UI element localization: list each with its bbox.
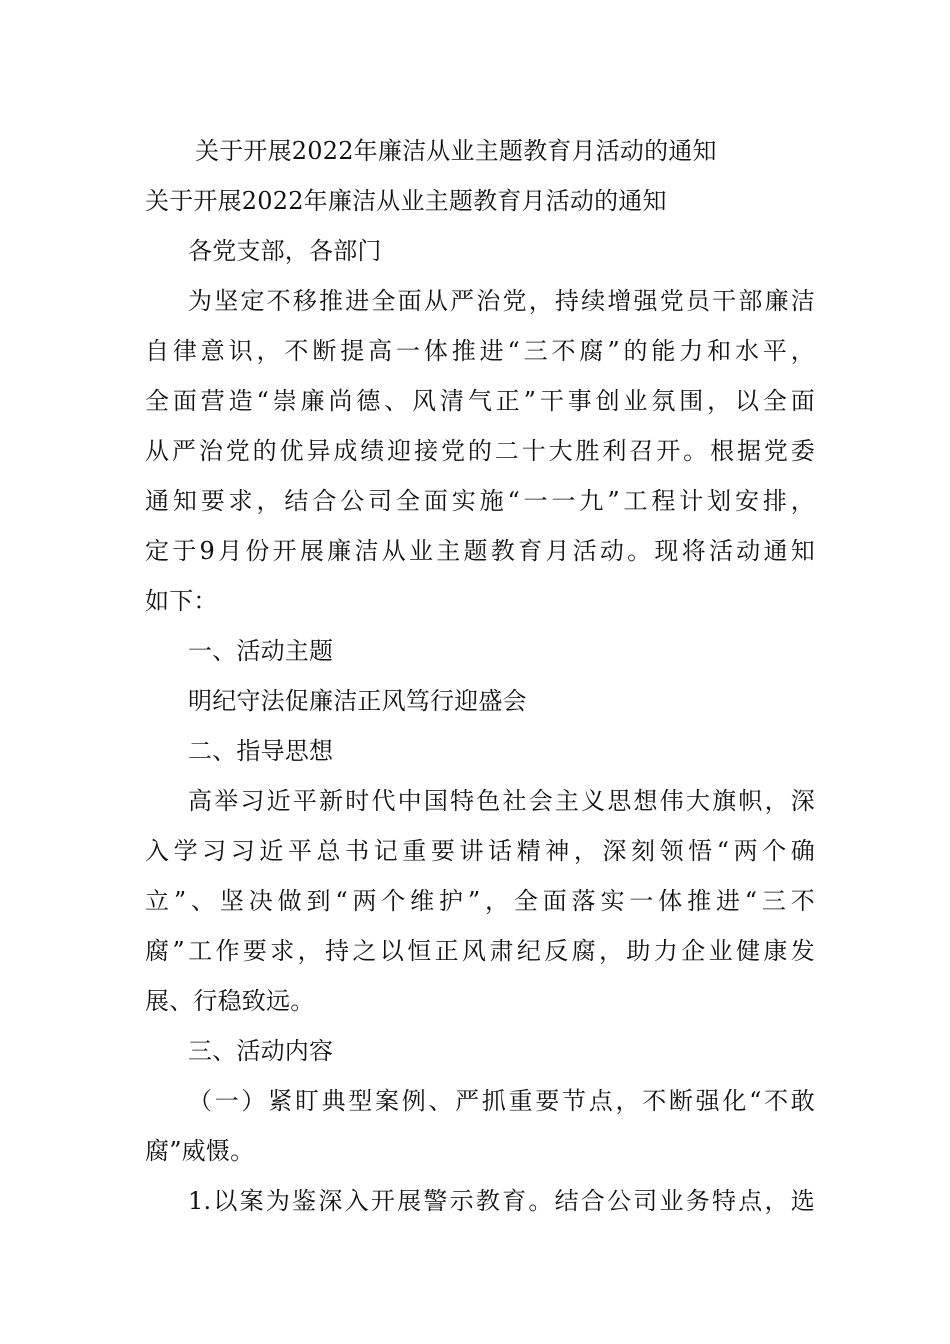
section-2-line-1: 高举习近平新时代中国特色社会主义思想伟大旗帜，深 [188,787,815,815]
intro-line-6: 定于9月份开展廉洁从业主题教育月活动。现将活动通知 [145,537,815,565]
intro-line-1: 为坚定不移推进全面从严治党，持续增强党员干部廉洁 [188,287,815,315]
subsection-1-line-1: （一）紧盯典型案例、严抓重要节点，不断强化“不敢 [188,1087,815,1115]
item-1-line-1: 1.以案为鉴深入开展警示教育。结合公司业务特点，选 [188,1187,815,1215]
section-2-line-2: 入学习习近平总书记重要讲话精神，深刻领悟“两个确 [145,837,815,865]
salutation: 各党支部，各部门 [188,237,382,265]
section-1-heading: 一、活动主题 [188,637,334,665]
section-1-body: 明纪守法促廉洁正风笃行迎盛会 [188,687,527,715]
document-title: 关于开展2022年廉洁从业主题教育月活动的通知 [195,137,717,165]
section-2-line-3: 立”、坚决做到“两个维护”，全面落实一体推进“三不 [145,887,815,915]
document-title-repeat: 关于开展2022年廉洁从业主题教育月活动的通知 [145,187,667,215]
intro-line-7: 如下： [145,587,218,615]
section-2-heading: 二、指导思想 [188,737,334,765]
intro-line-2: 自律意识，不断提高一体推进“三不腐”的能力和水平， [145,337,815,365]
intro-line-5: 通知要求，结合公司全面实施“一一九”工程计划安排， [145,487,815,515]
intro-line-4: 从严治党的优异成绩迎接党的二十大胜利召开。根据党委 [145,437,815,465]
intro-line-3: 全面营造“崇廉尚德、风清气正”干事创业氛围，以全面 [145,387,815,415]
section-3-heading: 三、活动内容 [188,1037,334,1065]
subsection-1-line-2: 腐”威慑。 [145,1137,255,1165]
section-2-line-4: 腐”工作要求，持之以恒正风肃纪反腐，助力企业健康发 [145,937,815,965]
section-2-line-5: 展、行稳致远。 [145,987,315,1015]
